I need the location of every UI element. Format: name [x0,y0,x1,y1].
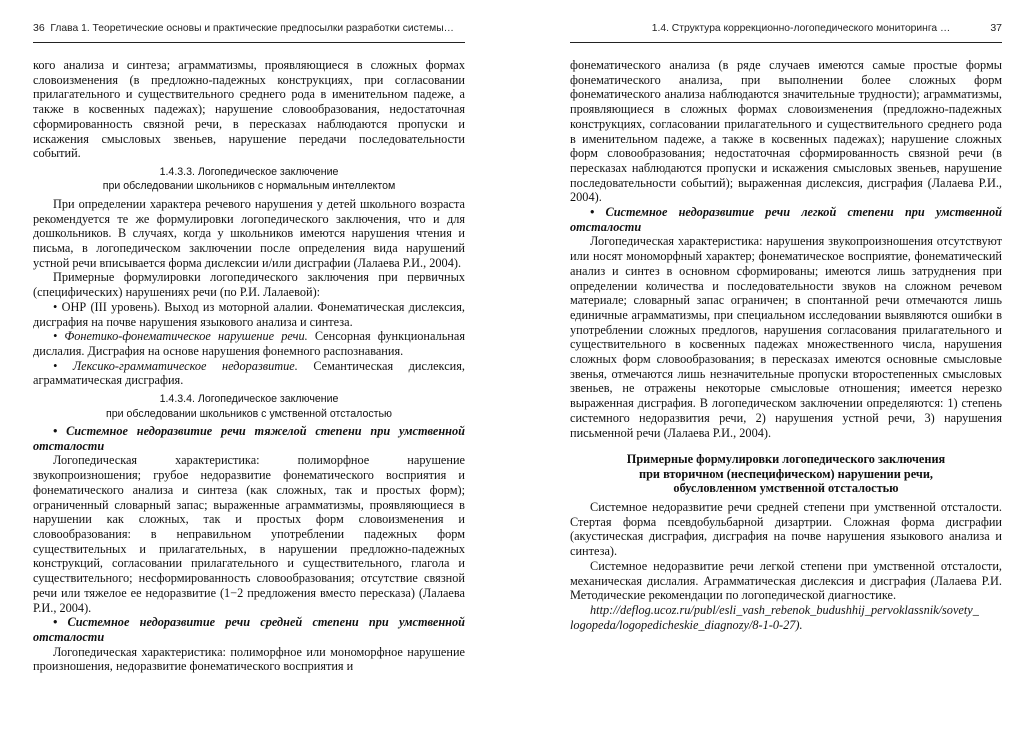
right-running-head [570,22,1002,38]
right-header-title: 1.4. Структура коррекционно-логопедического мониторинга … [651,23,951,34]
bullet-item [33,329,465,358]
left-running-head [33,22,465,38]
bullet-text: Семантическая дислексия, аграмматическая дисграфия. [33,358,465,388]
right-body [570,58,1002,632]
bullet-item [33,359,465,388]
source-link-line[interactable]: logopeda/logopedicheskie_diagnozy/8-1-0-27). [570,617,803,632]
bullet-heading: • Системное недоразвитие речи легкой степени при умственной отсталости [570,205,1002,234]
paragraph: Системное недоразвитие речи средней степени при умственной отсталости. Стертая форма псевдобульбарной дизартрии. Сложная форма дисграфии (акустическая дисграфия, дисграфия на почве нарушения языкового анализа и синтеза). [570,500,1002,559]
paragraph: Логопедическая характеристика: полиморфное нарушение звукопроизношения; грубое недоразвитие фонематического восприятия и фонематического анализа и синтеза (как сложных, так и простых форм); ограниченный словарный запас; выраженные аграмматизмы, проявляющиеся в нарушении как сложных, так и простых форм словоизменения и словообразования: в неправильном употреблении падежных форм существительных и прилагательных, в нарушении предложно-падежных конструкций, согласовании прилагательного и существительного, глагола и существительного; несформированность словообразования; отсутствие связной речи или тяжелое ее недоразвитие (1−2 предложения вместо пересказа) (Лалаева Р.И., 2004). [33,453,465,615]
left-page-number: 36 [33,22,45,34]
source-link[interactable] [570,603,1002,632]
section-heading-line: при обследовании школьников с умственной отсталостью [106,407,392,420]
right-page-number: 37 [990,22,1002,34]
paragraph: Логопедическая характеристика: полиморфное или мономорфное нарушение произношения, недоразвитие фонематического восприятия и [33,644,465,674]
subsection-heading-line: при вторичном (неспецифическом) нарушении речи, [638,466,933,481]
section-heading-1-4-3-4 [33,392,465,421]
paragraph: Примерные формулировки логопедического заключения при первичных (специфических) нарушениях речи (по Р.И. Лалаевой): [33,270,465,300]
section-heading-line: 1.4.3.3. Логопедическое заключение [159,165,339,178]
bullet-item: • ОНР (III уровень). Выход из моторной алалии. Фонематическая дислексия, дисграфия на почве нарушения языкового анализа и синтеза. [33,299,465,329]
left-header-title: Глава 1. Теоретические основы и практические предпосылки разработки системы… [50,23,454,34]
paragraph: Логопедическая характеристика: нарушения звукопроизношения отсутствуют или носят мономорфный характер; фонематическое восприятие, фонематический анализ и синтез в основном сформированы; имеются лишь затруднения при определении количества и последовательности звуков на сложном речевом материале; словарный запас ограничен; в спонтанной речи отмечаются лишь единичные аграмматизмы, при специальном исследовании выявляются ошибки в употреблении сложных предлогов, нарушения согласования прилагательного и существительного в косвенных падежах множественного числа, нарушения сложных форм словообразования; в пересказах имеются основные смысловые звенья, отмечаются лишь незначительные пропуски второстепенных смысловых звеньев, не отражены некоторые смысловые отношения; имеется нерезко выраженная дисграфия. В логопедическом заключении определяются: 1) степень системного недоразвития речи, 2) нарушения устной речи, 3) нарушения письменной речи (Лалаева Р.И., 2004). [570,234,1002,440]
left-header-rule [33,42,465,43]
subsection-heading-line: Примерные формулировки логопедического заключения [626,452,946,467]
bullet-lead: • Лексико-грамматическое недоразвитие. [53,358,298,373]
paragraph: При определении характера речевого нарушения у детей школьного возраста рекомендуется те же формулировки логопедического заключения, что и для дошкольников. В случаях, когда у школьников имеются нарушения чтения и письма, в логопедическом заключении после определения вида нарушений устной речи вписывается форма дислексии и/или дисграфии (Лалаева Р.И., 2004). [33,196,465,270]
left-body [33,58,465,674]
bullet-heading: • Системное недоразвитие речи тяжелой степени при умственной отсталости [33,424,465,453]
paragraph-continued: кого анализа и синтеза; аграмматизмы, проявляющиеся в сложных формах словоизменения (в предложно-падежных конструкциях, при согласовании прилагательного и существительного среднего рода в именительном падеже, а также в косвенных падежах); нарушение словообразования, недостаточная сформированность связной речи, в пересказах наблюдаются пропуски и искажения смысловых звеньев, нарушение передачи последовательности событий. [33,58,465,161]
bullet-lead: • Фонетико-фонематическое нарушение речи. [53,329,308,344]
bullet-text: Сенсорная функциональная дислалия. Дисграфия на основе нарушения фонемного распознавания. [33,329,466,358]
section-heading-1-4-3-3 [33,165,465,194]
section-heading-line: при обследовании школьников с нормальным интеллектом [102,180,396,193]
source-link-line[interactable]: http://deflog.ucoz.ru/publ/esli_vash_rebenok_budushhij_pervoklassnik/sovety_ [590,602,979,617]
paragraph-continued: фонематического анализа (в ряде случаев имеются самые простые формы фонематического анализа, при выполнении более сложных форм фонематического анализа наблюдаются значительные трудности); аграмматизмы, проявляющиеся в сложных формах словоизменения (предложно-падежных конструкциях, согласовании прилагательного и существительного среднего рода в именительном падеже, а также в косвенных падежах); нарушение сложных форм словообразования; недостаточная сформированность связной речи (в пересказах наблюдаются пропуски и искажения смысловых звеньев, нарушение последовательности событий); выраженная дислексия, дисграфия (Лалаева Р.И., 2004). [570,58,1002,205]
section-heading-line: 1.4.3.4. Логопедическое заключение [159,393,339,406]
subsection-heading-line: обусловленном умственной отсталостью [673,481,899,496]
subsection-heading [570,452,1002,496]
right-header-rule [570,42,1002,43]
bullet-heading: • Системное недоразвитие речи средней степени при умственной отсталости [33,615,465,644]
paragraph: Системное недоразвитие речи легкой степени при умственной отсталости, механическая дислалия. Аграмматическая дислексия и дисграфия (Лалаева Р.И. Методические рекомендации по логопедической диагностике. [570,558,1002,603]
